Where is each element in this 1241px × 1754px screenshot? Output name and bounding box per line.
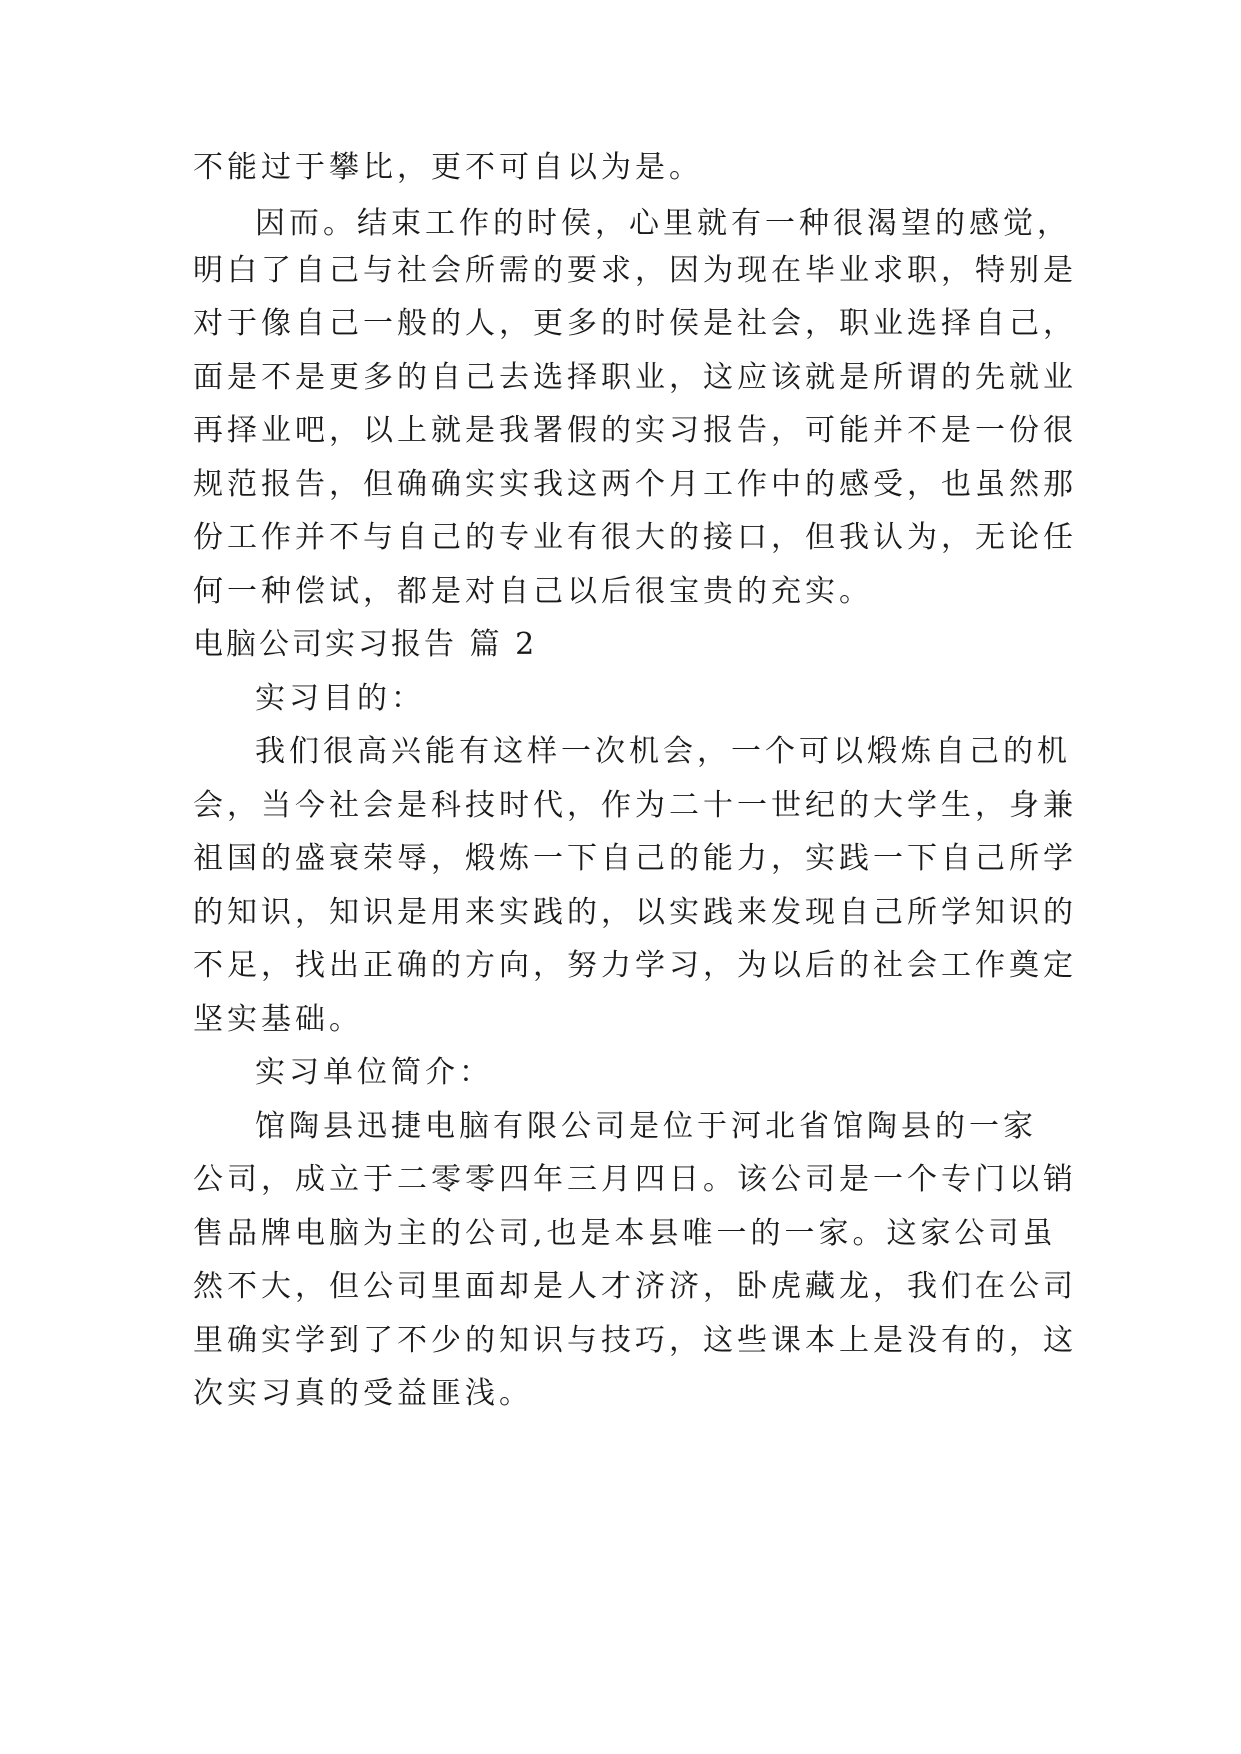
text-line: 何一种偿试，都是对自己以后很宝贵的充实。	[193, 574, 873, 609]
text-line: 祖国的盛衰荣辱，煅炼一下自己的能力，实践一下自己所学	[193, 841, 1077, 876]
text-line: 售品牌电脑为主的公司,也是本县唯一的一家。这家公司虽	[193, 1216, 1057, 1251]
subsection-heading: 实习单位简介：	[255, 1055, 493, 1090]
text-line: 明白了自己与社会所需的要求，因为现在毕业求职，特别是	[193, 253, 1077, 288]
text-line: 份工作并不与自己的专业有很大的接口，但我认为，无论任	[193, 520, 1077, 555]
subsection-heading: 实习目的：	[255, 681, 425, 716]
text-line: 次实习真的受益匪浅。	[193, 1376, 533, 1411]
text-line: 不能过于攀比，更不可自以为是。	[193, 150, 703, 185]
text-line: 坚实基础。	[193, 1002, 363, 1037]
text-line: 不足，找出正确的方向，努力学习，为以后的社会工作奠定	[193, 948, 1077, 983]
text-line: 然不大，但公司里面却是人才济济，卧虎藏龙，我们在公司	[193, 1269, 1077, 1304]
paragraph-start-line: 因而。结束工作的时侯，心里就有一种很渴望的感觉，	[255, 206, 1071, 241]
text-line: 的知识，知识是用来实践的，以实践来发现自己所学知识的	[193, 895, 1077, 930]
paragraph-start-line: 馆陶县迅捷电脑有限公司是位于河北省馆陶县的一家	[255, 1109, 1037, 1144]
section-heading: 电脑公司实习报告 篇 2	[193, 627, 538, 662]
text-line: 会，当今社会是科技时代，作为二十一世纪的大学生，身兼	[193, 788, 1077, 823]
paragraph-start-line: 我们很高兴能有这样一次机会，一个可以煅炼自己的机	[255, 734, 1071, 769]
text-line: 面是不是更多的自己去选择职业，这应该就是所谓的先就业	[193, 360, 1077, 395]
text-line: 对于像自己一般的人，更多的时侯是社会，职业选择自己，	[193, 306, 1077, 341]
text-line: 里确实学到了不少的知识与技巧，这些课本上是没有的，这	[193, 1323, 1077, 1358]
text-line: 规范报告，但确确实实我这两个月工作中的感受，也虽然那	[193, 467, 1077, 502]
text-line: 公司，成立于二零零四年三月四日。该公司是一个专门以销	[193, 1162, 1077, 1197]
text-line: 再择业吧，以上就是我署假的实习报告，可能并不是一份很	[193, 413, 1077, 448]
